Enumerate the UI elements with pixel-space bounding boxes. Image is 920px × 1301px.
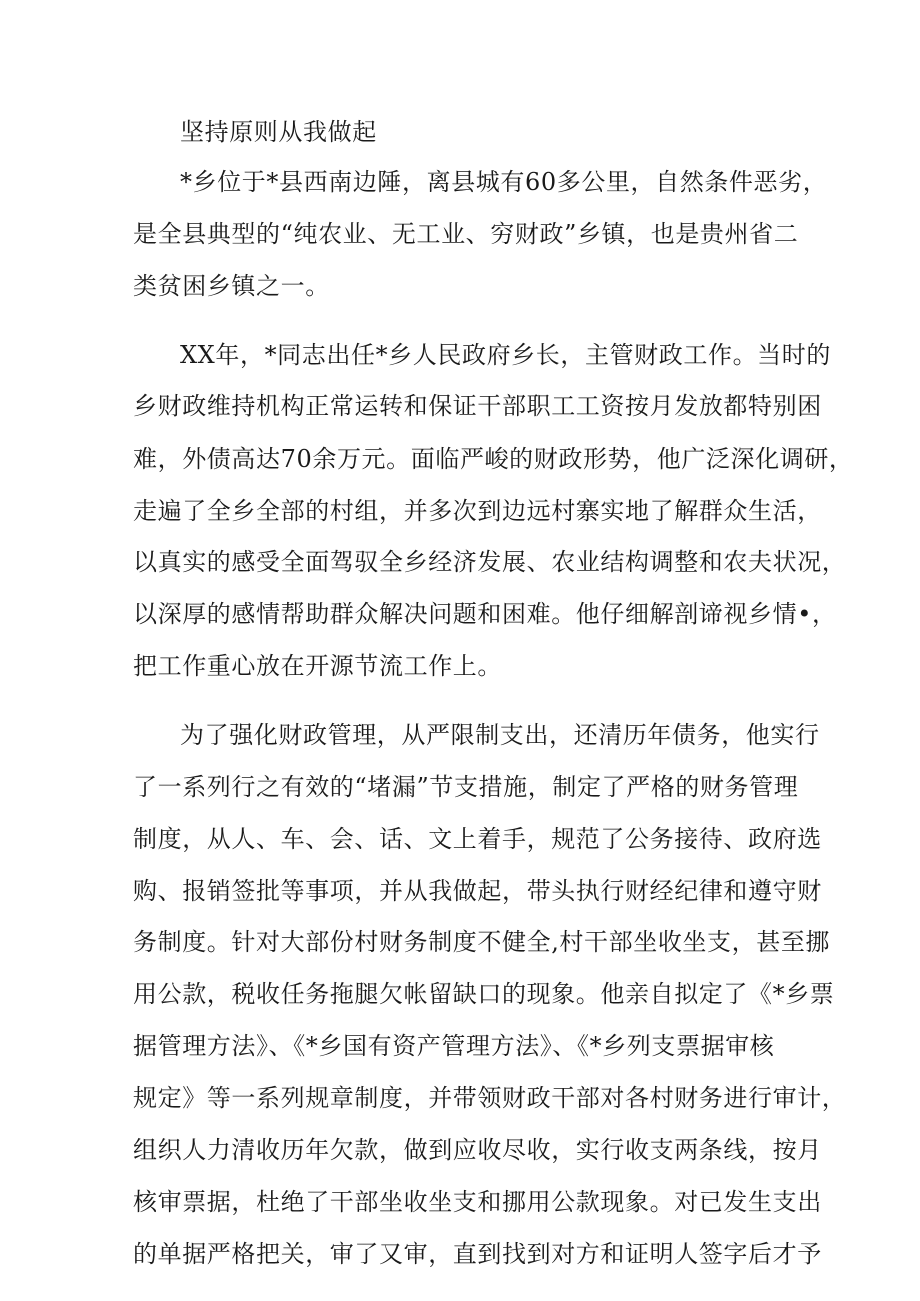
paragraph-3-line-4: 购、报销签批等事项，并从我做起，带头执行财经纪律和遵守财 — [133, 877, 822, 905]
paragraph-2-line-3: 难，外债高达70余万元。面临严峻的财政形势，他广泛深化调研， — [133, 445, 854, 473]
paragraph-2-line-7: 把工作重心放在开源节流工作上。 — [133, 652, 502, 680]
paragraph-2-line-2: 乡财政维持机构正常运转和保证干部职工工资按月发放都特别困 — [133, 392, 822, 420]
paragraph-3-line-8: 规定》等一系列规章制度，并带领财政干部对各村财务进行审计， — [133, 1084, 847, 1112]
paragraph-3-line-9: 组织人力清收历年欠款，做到应收尽收，实行收支两条线，按月 — [133, 1136, 822, 1164]
paragraph-1-line-1: *乡位于*县西南边陲，离县城有60多公里，自然条件恶劣， — [180, 168, 828, 196]
paragraph-2-line-4: 走遍了全乡全部的村组，并多次到边远村寨实地了解群众生活， — [133, 497, 822, 525]
paragraph-3-line-6: 用公款，税收任务拖腿欠帐留缺口的现象。他亲自拟定了《*乡票 — [133, 980, 835, 1008]
paragraph-2-line-5: 以真实的感受全面驾驭全乡经济发展、农业结构调整和农夫状况， — [133, 548, 847, 576]
paragraph-3-line-3: 制度，从人、车、会、话、文上着手，规范了公务接待、政府选 — [133, 825, 822, 853]
paragraph-3-line-5: 务制度。针对大部份村财务制度不健全,村干部坐收坐支，甚至挪 — [133, 928, 831, 956]
paragraph-1-line-3: 类贫困乡镇之一。 — [133, 272, 330, 300]
paragraph-2-line-1: XX年，*同志出任*乡人民政府乡长，主管财政工作。当时的 — [180, 341, 831, 369]
paragraph-3-line-2: 了一系列行之有效的“堵漏”节支措施，制定了严格的财务管理 — [133, 773, 799, 801]
paragraph-1-line-2: 是全县典型的“纯农业、无工业、穷财政”乡镇，也是贵州省二 — [133, 220, 799, 248]
document-title: 坚持原则从我做起 — [180, 118, 377, 146]
paragraph-3-line-1: 为了强化财政管理，从严限制支出，还清历年债务，他实行 — [180, 721, 820, 749]
paragraph-3-line-11: 的单据严格把关，审了又审，直到找到对方和证明人签字后才予 — [133, 1240, 822, 1268]
paragraph-3-line-7: 据管理方法》、《*乡国有资产管理方法》、《*乡列支票据审核 — [133, 1032, 775, 1060]
paragraph-2-line-6: 以深厚的感情帮助群众解决问题和困难。他仔细解剖谛视乡情•， — [133, 600, 837, 628]
paragraph-3-line-10: 核审票据，杜绝了干部坐收坐支和挪用公款现象。对已发生支出 — [133, 1188, 822, 1216]
